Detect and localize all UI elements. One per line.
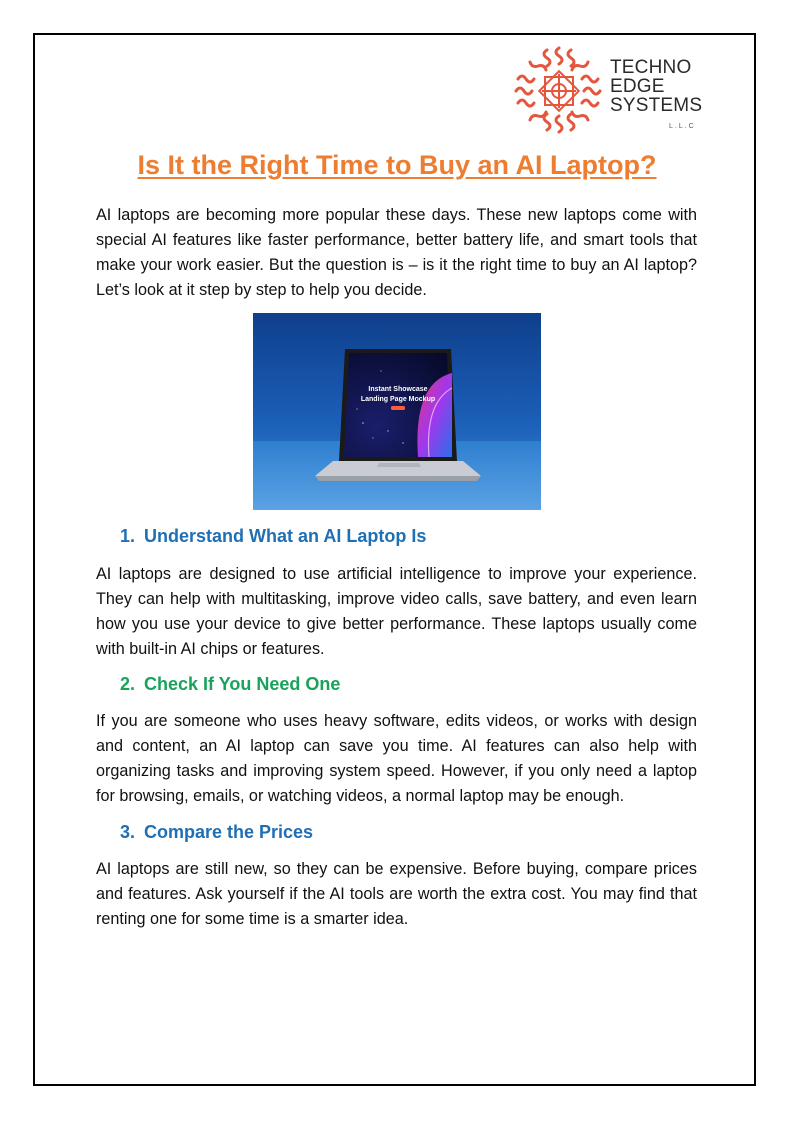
section-3-number: 3.: [120, 822, 136, 842]
brand-name-line-3: SYSTEMS: [610, 95, 703, 116]
section-1-title: Understand What an AI Laptop Is: [144, 526, 427, 546]
section-3-body: AI laptops are still new, so they can be expensive. Before buying, compare prices and features. Ask yourself if the AI tools are worth the extra cost. You may find that renting one for some time is a smarter idea.: [96, 860, 697, 928]
hero-screen-button: [391, 406, 405, 410]
section-2-number: 2.: [120, 674, 136, 694]
brand-suffix: L.L.C: [669, 123, 696, 130]
section-2-title: Check If You Need One: [144, 674, 341, 694]
brand-logo: [514, 46, 704, 136]
brand-name-line-2: EDGE: [610, 76, 665, 97]
brand-emblem-icon: [514, 46, 604, 136]
hero-screen-line-2: Landing Page Mockup: [360, 396, 436, 403]
hero-image-laptop: [253, 313, 541, 510]
hero-screen-line-1: Instant Showcase: [368, 386, 428, 393]
section-1-body: AI laptops are designed to use artificial intelligence to improve your experience. They can help with multitasking, improve video calls, save battery, and even learn how you use your device to give better performance. These laptops usually come with built-in AI chips or features.: [96, 565, 697, 658]
section-3-title: Compare the Prices: [144, 822, 314, 842]
intro-paragraph: AI laptops are becoming more popular these days. These new laptops come with special AI features like faster performance, better battery life, and smart tools that make your work easier. But the question is – is it the right time to buy an AI laptop? Let’s look at it step by step to help you decide.: [96, 206, 697, 299]
section-1-number: 1.: [120, 526, 136, 546]
page-title: Is It the Right Time to Buy an AI Laptop?: [137, 150, 657, 180]
section-2-heading: [120, 674, 340, 695]
brand-name-line-1: TECHNO: [610, 57, 692, 78]
section-3-heading: [120, 822, 313, 843]
section-2-body: If you are someone who uses heavy software, edits videos, or works with design and content, an AI laptop can save you time. AI features can also help with organizing tasks and improving system speed. However, if you only need a laptop for browsing, emails, or watching videos, a normal laptop may be enough.: [96, 712, 697, 805]
section-1-heading: [120, 526, 426, 547]
